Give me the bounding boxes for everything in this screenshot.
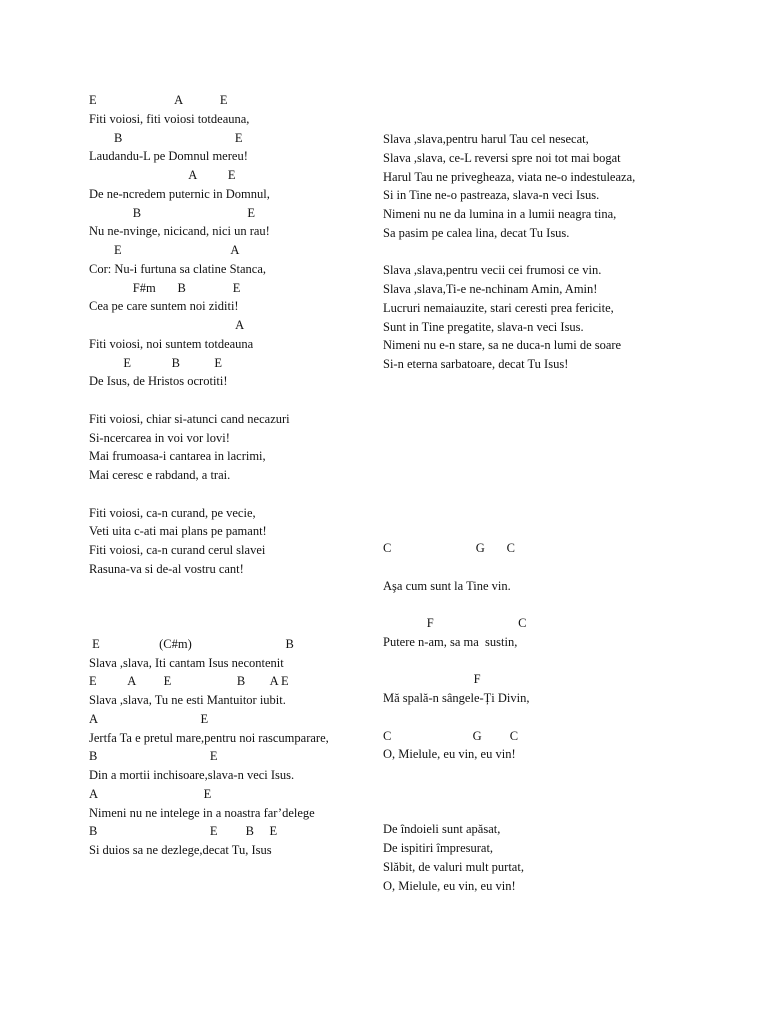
lyric-line: Slava ,slava, ce-L reversi spre noi tot mai bogat: [383, 150, 621, 165]
chord-line: A E: [89, 786, 212, 801]
lyric-line: Din a mortii inchisoare,slava-n veci Isus.: [89, 768, 295, 782]
lyric-line: Fiti voiosi, ca-n curand cerul slavei: [89, 543, 266, 557]
lyric-line: Putere n-am, sa ma sustin,: [383, 634, 518, 649]
lyric-line: Slăbit, de valuri mult purtat,: [383, 859, 524, 874]
lyric-line: Si-ncercarea in voi vor lovi!: [89, 430, 230, 445]
lyric-line: Veti uita c-ati mai plans pe pamant!: [89, 524, 267, 539]
lyric-line: O, Mielule, eu vin, eu vin!: [383, 878, 516, 893]
lyric-line: Fiti voiosi, fiti voiosi totdeauna,: [89, 111, 250, 126]
lyric-line: Mă spală-n sângele-Ți Divin,: [383, 691, 530, 705]
lyric-line: Nimeni nu ne da lumina in a lumii neagra tina,: [383, 207, 617, 221]
lyric-line: Mai ceresc e rabdand, a trai.: [89, 468, 231, 482]
lyric-line: Si duios sa ne dezlege,decat Tu, Isus: [89, 843, 272, 857]
lyric-line: Cor: Nu-i furtuna sa clatine Stanca,: [89, 261, 267, 276]
lyric-line: Nimeni nu ne intelege in a noastra far’delege: [89, 805, 315, 820]
chord-line: A E: [89, 168, 236, 182]
lyric-line: Slava ,slava, Tu ne esti Mantuitor iubit.: [89, 693, 286, 707]
lyric-line: De Isus, de Hristos ocrotiti!: [89, 374, 228, 389]
lyric-line: Slava ,slava,pentru harul Tau cel nesecat,: [383, 132, 589, 146]
lyric-line: Si in Tine ne-o pastreaza, slava-n veci Isus.: [383, 188, 600, 203]
lyric-line: De ne-ncredem puternic in Domnul,: [89, 186, 270, 201]
lyric-line: Si-n eterna sarbatoare, decat Tu Isus!: [383, 357, 569, 371]
lyric-line: Harul Tau ne privegheaza, viata ne-o indestuleaza,: [383, 169, 636, 184]
lyric-line: Aşa cum sunt la Tine vin.: [383, 578, 511, 593]
lyric-line: Fiti voiosi, ca-n curand, pe vecie,: [89, 505, 256, 520]
lyric-line: Slava ,slava,pentru vecii cei frumosi ce vin.: [383, 263, 602, 278]
chord-line: B E: [89, 749, 218, 764]
lyric-line: Lucruri nemaiauzite, stari ceresti prea fericite,: [383, 300, 614, 315]
chord-line: E A: [89, 243, 240, 257]
chord-line: E (C#m) B: [89, 636, 294, 651]
lyric-line: Fiti voiosi, noi suntem totdeauna: [89, 336, 254, 351]
lyric-line: Fiti voiosi, chiar si-atunci cand necazuri: [89, 411, 290, 426]
chord-line: A E: [89, 711, 209, 726]
chord-line: E B E: [89, 355, 222, 370]
lyric-line: O, Mielule, eu vin, eu vin!: [383, 747, 516, 762]
lyric-line: Sa pasim pe calea lina, decat Tu Isus.: [383, 225, 570, 240]
lyric-line: Nu ne-nvinge, nicicand, nici un rau!: [89, 224, 270, 239]
lyric-line: De ispitiri împresurat,: [383, 841, 494, 855]
chord-line: B E: [89, 130, 243, 145]
chord-line: F#m B E: [89, 280, 241, 295]
lyric-line: Cea pe care suntem noi ziditi!: [89, 299, 239, 314]
lyric-line: Slava ,slava, Iti cantam Isus necontenit: [89, 655, 284, 670]
lyric-line: Slava ,slava,Ti-e ne-nchinam Amin, Amin!: [383, 282, 598, 296]
lyric-line: Sunt in Tine pregatite, slava-n veci Isus.: [383, 319, 584, 334]
lyric-line: Jertfa Ta e pretul mare,pentru noi rascumparare,: [89, 730, 329, 745]
chord-line: B E: [89, 205, 255, 220]
lyric-line: Laudandu-L pe Domnul mereu!: [89, 149, 248, 164]
lyric-line: Rasuna-va si de-al vostru cant!: [89, 561, 244, 576]
chord-line: F C: [383, 616, 527, 630]
chord-line: B E B E: [89, 824, 278, 839]
lyric-line: Mai frumoasa-i cantarea in lacrimi,: [89, 449, 266, 464]
chord-line: E A E B A E: [89, 674, 289, 689]
chord-line: F: [383, 672, 481, 687]
lyric-line: De îndoieli sunt apăsat,: [383, 822, 501, 837]
lyric-line: Nimeni nu e-n stare, sa ne duca-n lumi de soare: [383, 338, 622, 353]
chord-line: E A E: [89, 93, 228, 107]
chord-line: C G C: [383, 541, 515, 555]
chord-line: A: [89, 318, 245, 332]
chord-line: C G C: [383, 728, 519, 743]
